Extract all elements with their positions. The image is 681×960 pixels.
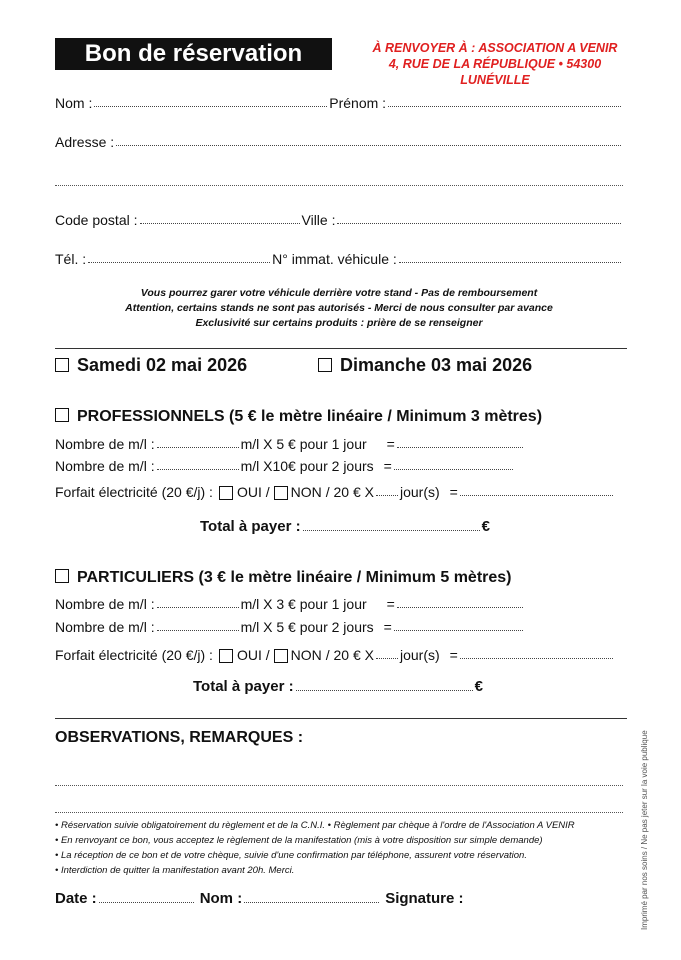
checkbox[interactable] bbox=[318, 358, 332, 372]
prenom-label: Prénom : bbox=[329, 95, 387, 111]
label: jour(s) bbox=[400, 647, 440, 663]
label: m/l X10€ pour 2 jours bbox=[240, 458, 374, 474]
date-field[interactable] bbox=[99, 901, 194, 903]
pro-total-field[interactable] bbox=[303, 529, 480, 531]
label: NON bbox=[290, 484, 322, 500]
immat-label: N° immat. véhicule : bbox=[272, 251, 397, 267]
section-heading: PROFESSIONNELS (5 € le mètre linéaire / Minimum 3 mètres) bbox=[77, 408, 543, 425]
date-label: Samedi 02 mai 2026 bbox=[77, 355, 248, 375]
label: jour(s) bbox=[400, 484, 440, 500]
part-amount-2-field[interactable] bbox=[394, 629, 523, 631]
pro-total-row bbox=[200, 518, 490, 535]
section-heading: PARTICULIERS (3 € le mètre linéaire / Minimum 5 mètres) bbox=[77, 569, 512, 586]
note: Attention, certains stands ne sont pas autorisés - Merci de nous consulter par avance bbox=[125, 302, 553, 314]
checkbox[interactable] bbox=[55, 358, 69, 372]
rules-list bbox=[55, 818, 575, 878]
part-row-1 bbox=[55, 596, 525, 612]
pro-amount-2-field[interactable] bbox=[394, 468, 513, 470]
total-label: Total à payer : bbox=[200, 518, 301, 535]
date-sunday[interactable] bbox=[318, 355, 532, 376]
observations-field-line-2[interactable] bbox=[55, 812, 623, 813]
observations-field[interactable] bbox=[55, 785, 623, 786]
return-line-1: À RENVOYER À : ASSOCIATION A VENIR bbox=[372, 41, 618, 55]
label: Nombre de m/l : bbox=[55, 619, 155, 635]
label: NON bbox=[290, 647, 322, 663]
part-ml-1-field[interactable] bbox=[157, 606, 239, 608]
code-postal-field[interactable] bbox=[140, 222, 300, 224]
ville-field[interactable] bbox=[337, 222, 621, 224]
rule-item: • En renvoyant ce bon, vous acceptez le règlement de la manifestation (mis à votre disposition sur simple demande) bbox=[55, 835, 543, 846]
equals: = bbox=[449, 647, 458, 663]
pro-ml-2-field[interactable] bbox=[157, 468, 239, 470]
euro: € bbox=[481, 518, 490, 535]
divider bbox=[55, 348, 627, 349]
oui-checkbox[interactable] bbox=[219, 486, 233, 500]
non-checkbox[interactable] bbox=[274, 649, 288, 663]
equals: = bbox=[386, 436, 395, 452]
signature-row bbox=[55, 890, 475, 907]
pro-electricity-row bbox=[55, 484, 615, 500]
rule-item: • La réception de ce bon et de votre chèque, suivie d'une confirmation par téléphone, assurent votre réservation. bbox=[55, 850, 527, 861]
equals: = bbox=[383, 619, 392, 635]
return-line-2: 4, RUE DE LA RÉPUBLIQUE • 54300 LUNÉVILLE bbox=[388, 57, 602, 87]
equals: = bbox=[383, 458, 392, 474]
date-label: Date : bbox=[55, 890, 97, 907]
city-row bbox=[55, 212, 623, 228]
nom-label: Nom : bbox=[55, 95, 93, 111]
professionnels-option[interactable] bbox=[55, 408, 542, 426]
nom-field[interactable] bbox=[94, 105, 327, 107]
part-electricity-row bbox=[55, 647, 615, 663]
adresse-field-line-2[interactable] bbox=[55, 185, 623, 186]
pro-amount-1-field[interactable] bbox=[397, 446, 523, 448]
nom-label: Nom : bbox=[199, 890, 243, 907]
equals: = bbox=[386, 596, 395, 612]
label: / 20 € X bbox=[325, 484, 374, 500]
label: m/l X 5 € pour 2 jours bbox=[240, 619, 374, 635]
adresse-label: Adresse : bbox=[55, 134, 115, 150]
phone-row bbox=[55, 251, 623, 267]
label: / 20 € X bbox=[325, 647, 374, 663]
date-label: Dimanche 03 mai 2026 bbox=[340, 355, 533, 375]
label: OUI / bbox=[236, 647, 270, 663]
name-row bbox=[55, 95, 623, 111]
address-row bbox=[55, 134, 623, 150]
adresse-field[interactable] bbox=[116, 144, 621, 146]
oui-checkbox[interactable] bbox=[219, 649, 233, 663]
tel-label: Tél. : bbox=[55, 251, 87, 267]
label: Nombre de m/l : bbox=[55, 436, 155, 452]
part-total-field[interactable] bbox=[296, 689, 473, 691]
date-saturday[interactable] bbox=[55, 355, 247, 376]
note: Exclusivité sur certains produits : prière de se renseigner bbox=[195, 317, 483, 329]
pro-row-2 bbox=[55, 458, 515, 474]
page-title: Bon de réservation bbox=[55, 38, 332, 70]
rule-item: • Réservation suivie obligatoirement du règlement et de la C.N.I. • Règlement par chèque à l'ordre de l'Association A VENIR bbox=[55, 820, 575, 831]
label: m/l X 5 € pour 1 jour bbox=[240, 436, 367, 452]
non-checkbox[interactable] bbox=[274, 486, 288, 500]
part-ml-2-field[interactable] bbox=[157, 629, 239, 631]
part-total-row bbox=[193, 678, 483, 695]
observations-heading: OBSERVATIONS, REMARQUES : bbox=[55, 729, 304, 746]
signature-nom-field[interactable] bbox=[244, 901, 379, 903]
pro-days-field[interactable] bbox=[376, 494, 398, 496]
notes bbox=[55, 286, 623, 331]
label: Forfait électricité (20 €/j) : bbox=[55, 484, 213, 500]
label: m/l X 3 € pour 1 jour bbox=[240, 596, 367, 612]
checkbox[interactable] bbox=[55, 569, 69, 583]
label: Nombre de m/l : bbox=[55, 458, 155, 474]
note: Vous pourrez garer votre véhicule derrière votre stand - Pas de remboursement bbox=[140, 287, 538, 299]
prenom-field[interactable] bbox=[388, 105, 621, 107]
particuliers-option[interactable] bbox=[55, 569, 512, 587]
checkbox[interactable] bbox=[55, 408, 69, 422]
label: Forfait électricité (20 €/j) : bbox=[55, 647, 213, 663]
part-row-2 bbox=[55, 619, 525, 635]
label: OUI / bbox=[236, 484, 270, 500]
immat-field[interactable] bbox=[399, 261, 621, 263]
equals: = bbox=[449, 484, 458, 500]
rule-item: • Interdiction de quitter la manifestation avant 20h. Merci. bbox=[55, 865, 295, 876]
part-days-field[interactable] bbox=[376, 657, 398, 659]
return-address bbox=[360, 40, 630, 88]
total-label: Total à payer : bbox=[193, 678, 294, 695]
euro: € bbox=[474, 678, 483, 695]
tel-field[interactable] bbox=[88, 261, 270, 263]
part-electricity-field[interactable] bbox=[460, 657, 613, 659]
pro-electricity-field[interactable] bbox=[460, 494, 613, 496]
signature-label: Signature : bbox=[385, 890, 464, 907]
pro-ml-1-field[interactable] bbox=[157, 446, 239, 448]
side-note: Imprimé par nos soins / Ne pas jeter sur la voie publique bbox=[640, 730, 649, 930]
label: Nombre de m/l : bbox=[55, 596, 155, 612]
code-postal-label: Code postal : bbox=[55, 212, 138, 228]
divider bbox=[55, 718, 627, 719]
ville-label: Ville : bbox=[301, 212, 336, 228]
pro-row-1 bbox=[55, 436, 525, 452]
part-amount-1-field[interactable] bbox=[397, 606, 523, 608]
